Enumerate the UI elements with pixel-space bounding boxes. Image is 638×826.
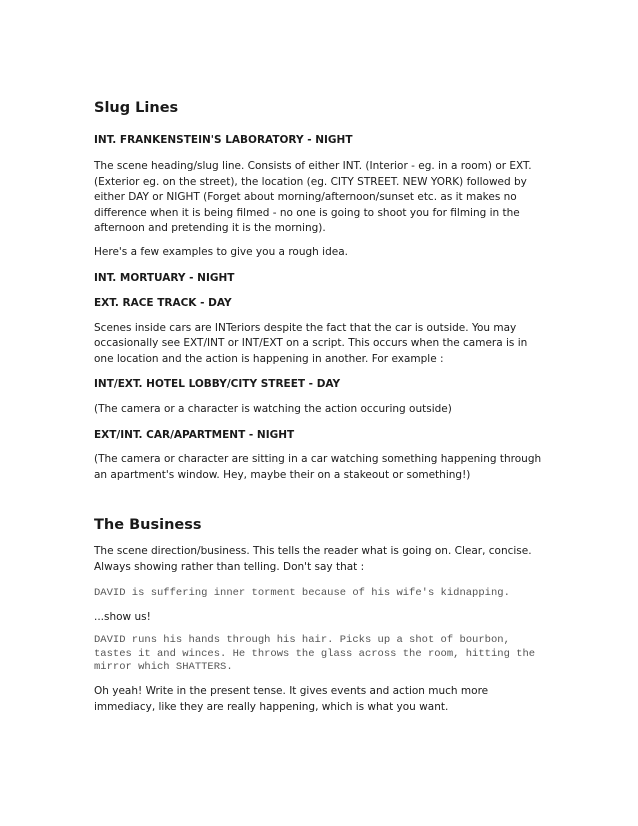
good-example-script: DAVID runs his hands through his hair. Picks up a shot of bourbon, tastes it and winces. He throws the glass across the room, hitting the mirror which SHATTERS. [94,634,536,674]
slug-example-mortuary: INT. MORTUARY - NIGHT [94,271,235,284]
examples-intro: Here's a few examples to give you a rough idea. [94,245,348,258]
slug-example-race-track: EXT. RACE TRACK - DAY [94,296,232,309]
show-us-text: ...show us! [94,610,151,623]
slug-example-car-apartment: EXT/INT. CAR/APARTMENT - NIGHT [94,428,295,441]
section-title-the-business: The Business [94,517,202,534]
business-description: The scene direction/business. This tells the reader what is going on. Clear, concise. Always showing rather than telling. Don't say that : [94,545,532,573]
cars-interior-text: Scenes inside cars are INTeriors despite the fact that the car is outside. You may occasionally see EXT/INT or INT/EXT on a script. This occurs when the camera is in one location and the action is happening in another. For example : [94,321,528,365]
slug-line-description: The scene heading/slug line. Consists of either INT. (Interior - eg. in a room) or EXT. (Exterior eg. on the street), the location (eg. CITY STREET. NEW YORK) followed by either DAY or NIGHT (Forget about morning/afternoon/sunset etc. as it makes no difference when it is being filmed - no one is going to shoot you for filming in the afternoon and pretending it is the morning). [94,160,532,235]
car-apartment-note: (The camera or character are sitting in a car watching something happening through an apartment's window. Hey, maybe their on a stakeout or something!) [94,452,542,481]
slug-example-frankenstein: INT. FRANKENSTEIN'S LABORATORY - NIGHT [94,134,353,146]
bad-example-script: DAVID is suffering inner torment because of his wife's kidnapping. [94,587,510,600]
slug-example-hotel-lobby: INT/EXT. HOTEL LOBBY/CITY STREET - DAY [94,378,341,391]
section-title-slug-lines: Slug Lines [94,100,179,116]
present-tense-advice: Oh yeah! Write in the present tense. It gives events and action much more immediacy, like they are really happening, which is what you want. [94,684,489,713]
hotel-lobby-note: (The camera or a character is watching the action occuring outside) [94,403,452,416]
document-page [94,99,544,715]
